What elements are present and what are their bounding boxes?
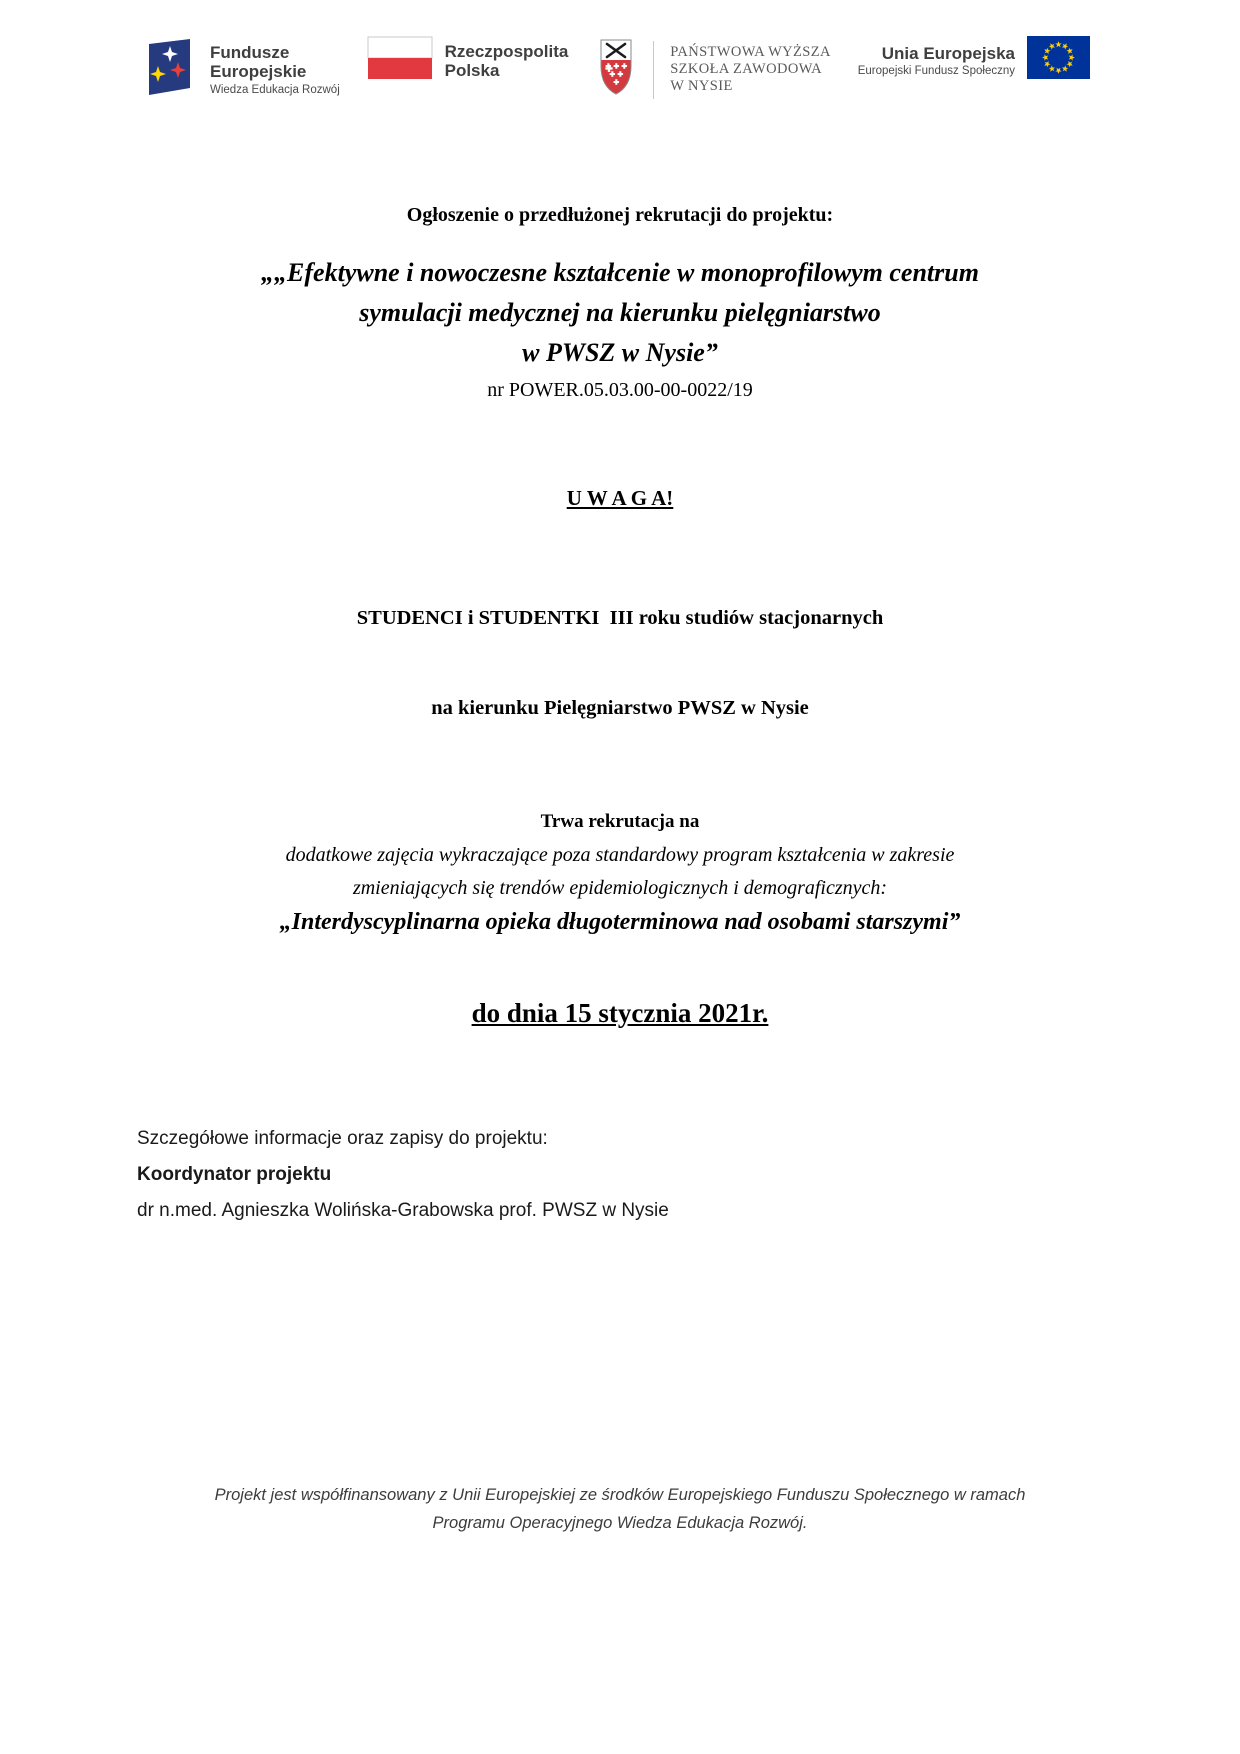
poland-flag-icon <box>367 36 433 85</box>
recruitment-description <box>0 839 1240 905</box>
pwsz-coat-of-arms-icon <box>595 36 637 103</box>
pwsz-label <box>670 44 831 95</box>
announcement-intro: Ogłoszenie o przedłużonej rekrutacji do projektu: <box>406 204 834 226</box>
coordinator-label: Koordynator projektu <box>137 1164 332 1185</box>
attention-text: U W A G A! <box>566 486 674 510</box>
audience-line1: STUDENCI i STUDENTKI III roku studiów stacjonarnych <box>356 607 884 629</box>
logo-rzeczpospolita-polska <box>367 36 569 85</box>
eu-label <box>858 44 1015 77</box>
project-title-line1: „„Efektywne i nowoczesne kształcenie w monoprofilowym centrum <box>261 258 979 287</box>
logo-bar <box>0 0 1240 116</box>
poland-title-line1: Rzeczpospolita <box>444 41 569 61</box>
recruitment-desc-line1: dodatkowe zajęcia wykraczające poza standardowy program kształcenia w zakresie <box>285 844 955 866</box>
deadline <box>0 998 1240 1029</box>
fundusze-europejskie-label <box>210 43 340 96</box>
pwsz-divider <box>653 41 654 99</box>
fundusze-subtitle: Wiedza Edukacja Rozwój <box>210 84 340 96</box>
footer-line1: Projekt jest współfinansowany z Unii Europejskiej ze środków Europejskiego Funduszu Społecznego w ramach <box>214 1486 1026 1504</box>
eu-title: Unia Europejska <box>881 43 1015 63</box>
pwsz-line3: W NYSIE <box>670 78 733 94</box>
recruitment-desc-line2: zmieniających się trendów epidemiologicznych i demograficznych: <box>352 877 888 899</box>
project-number: nr POWER.05.03.00-00-0022/19 <box>487 379 753 401</box>
audience-block <box>0 543 1240 783</box>
contact-section <box>0 1121 1240 1229</box>
project-title-line3: w PWSZ w Nysie” <box>522 338 718 367</box>
fundusze-title-line2: Europejskie <box>210 62 307 81</box>
project-title <box>0 253 1240 373</box>
coordinator-name: dr n.med. Agnieszka Wolińska-Grabowska prof. PWSZ w Nysie <box>137 1200 669 1221</box>
attention-heading <box>0 486 1240 511</box>
course-title: „Interdyscyplinarna opieka długoterminowa nad osobami starszymi” <box>279 909 961 935</box>
fundusze-europejskie-flag-icon <box>140 36 198 103</box>
poland-label <box>445 42 569 80</box>
eu-flag-icon <box>1027 36 1090 84</box>
poland-title-line2: Polska <box>444 60 500 80</box>
audience-line2: na kierunku Pielęgniarstwo PWSZ w Nysie <box>431 697 809 719</box>
recruitment-lead: Trwa rekrutacja na <box>540 811 700 832</box>
eu-subtitle: Europejski Fundusz Społeczny <box>857 64 1015 77</box>
contact-info: Szczegółowe informacje oraz zapisy do projektu: <box>137 1128 548 1149</box>
logo-fundusze-europejskie <box>140 36 340 103</box>
logo-unia-europejska <box>858 36 1090 84</box>
funding-footer <box>0 1481 1240 1537</box>
project-title-line2: symulacji medycznej na kierunku pielęgniarstwo <box>359 298 881 327</box>
logo-pwsz-nysa <box>595 36 831 103</box>
pwsz-line1: PAŃSTWOWA WYŻSZA <box>670 44 831 60</box>
deadline-text: do dnia 15 stycznia 2021r. <box>471 998 769 1028</box>
pwsz-line2: SZKOŁA ZAWODOWA <box>670 61 823 77</box>
announcement-body <box>0 204 1240 1029</box>
footer-line2: Programu Operacyjnego Wiedza Edukacja Rozwój. <box>432 1514 808 1532</box>
fundusze-title-line1: Fundusze <box>210 43 290 62</box>
